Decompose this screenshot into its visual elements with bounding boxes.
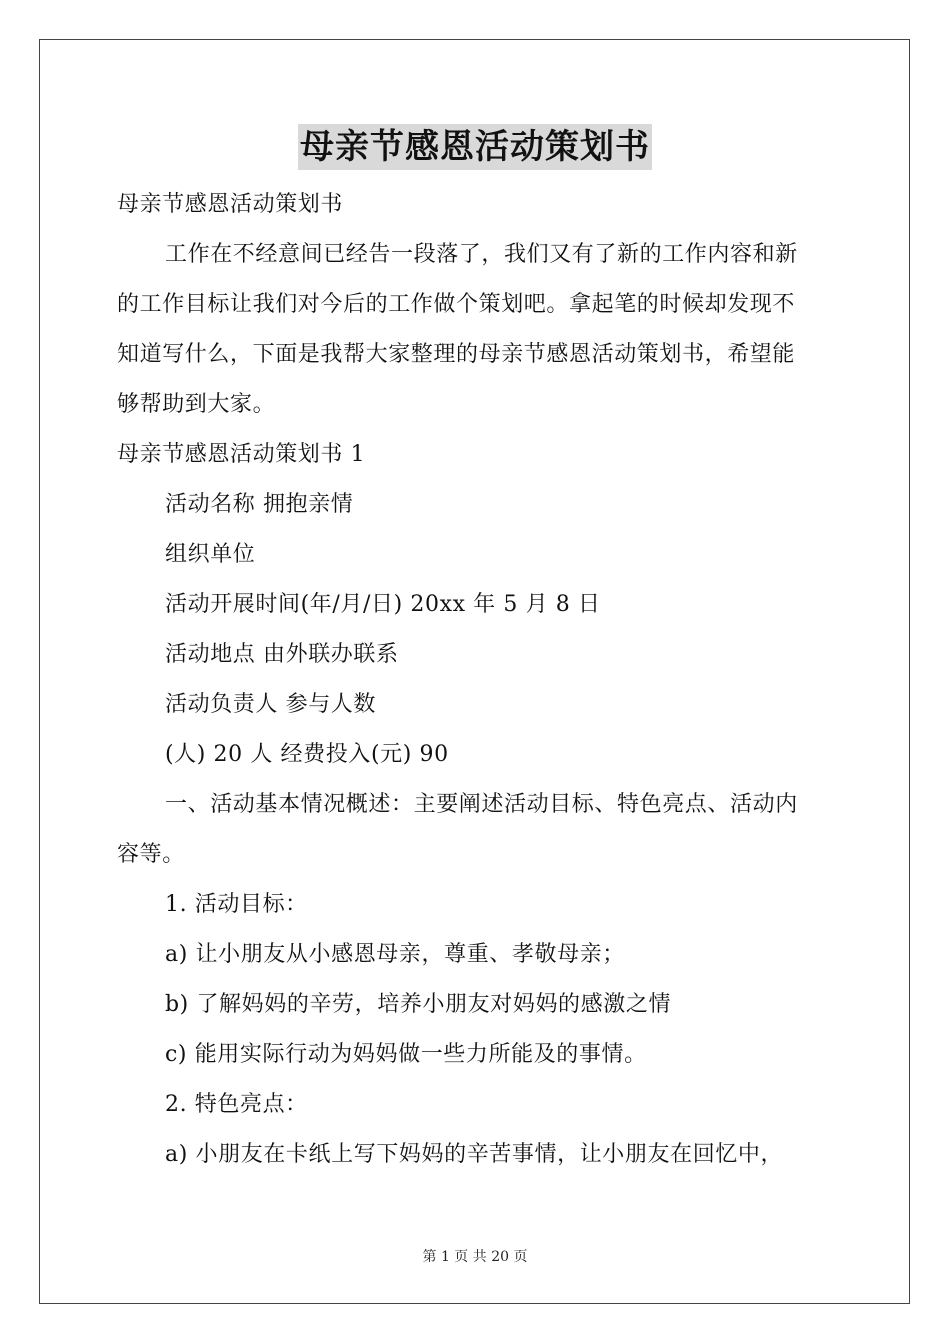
paragraph-line: 知道写什么，下面是我帮大家整理的母亲节感恩活动策划书，希望能 bbox=[117, 342, 796, 367]
paragraph-line: 活动负责人 参与人数 bbox=[165, 692, 376, 717]
paragraph-line: 活动名称 拥抱亲情 bbox=[165, 492, 354, 517]
document-body bbox=[117, 180, 833, 1180]
page-footer bbox=[0, 1246, 950, 1266]
list-item: b) 了解妈妈的辛劳，培养小朋友对妈妈的感激之情 bbox=[165, 992, 672, 1017]
paragraph-line: 活动地点 由外联办联系 bbox=[165, 642, 399, 667]
paragraph-line: 工作在不经意间已经告一段落了，我们又有了新的工作内容和新 bbox=[165, 242, 798, 267]
list-heading: 1. 活动目标： bbox=[165, 892, 308, 917]
list-item: c) 能用实际行动为妈妈做一些力所能及的事情。 bbox=[165, 1042, 647, 1067]
paragraph-line: 的工作目标让我们对今后的工作做个策划吧。拿起笔的时候却发现不 bbox=[117, 292, 796, 317]
paragraph-line: 够帮助到大家。 bbox=[117, 392, 276, 417]
list-heading: 2. 特色亮点： bbox=[165, 1092, 308, 1117]
document-title-container bbox=[0, 124, 950, 174]
list-item: a) 小朋友在卡纸上写下妈妈的辛苦事情，让小朋友在回忆中， bbox=[165, 1142, 784, 1167]
page-number-label: 第 1 页 共 20 页 bbox=[422, 1249, 528, 1265]
paragraph-line: 组织单位 bbox=[165, 542, 256, 567]
document-title: 母亲节感恩活动策划书 bbox=[298, 124, 652, 170]
section-heading: 母亲节感恩活动策划书 1 bbox=[117, 442, 366, 467]
paragraph-line: 活动开展时间(年/月/日) 20xx 年 5 月 8 日 bbox=[165, 592, 601, 617]
paragraph-line: 一、活动基本情况概述：主要阐述活动目标、特色亮点、活动内 bbox=[165, 792, 798, 817]
paragraph-line: (人) 20 人 经费投入(元) 90 bbox=[165, 742, 449, 767]
list-item: a) 让小朋友从小感恩母亲，尊重、孝敬母亲； bbox=[165, 942, 625, 967]
paragraph-line: 容等。 bbox=[117, 842, 185, 867]
paragraph-line: 母亲节感恩活动策划书 bbox=[117, 192, 344, 217]
